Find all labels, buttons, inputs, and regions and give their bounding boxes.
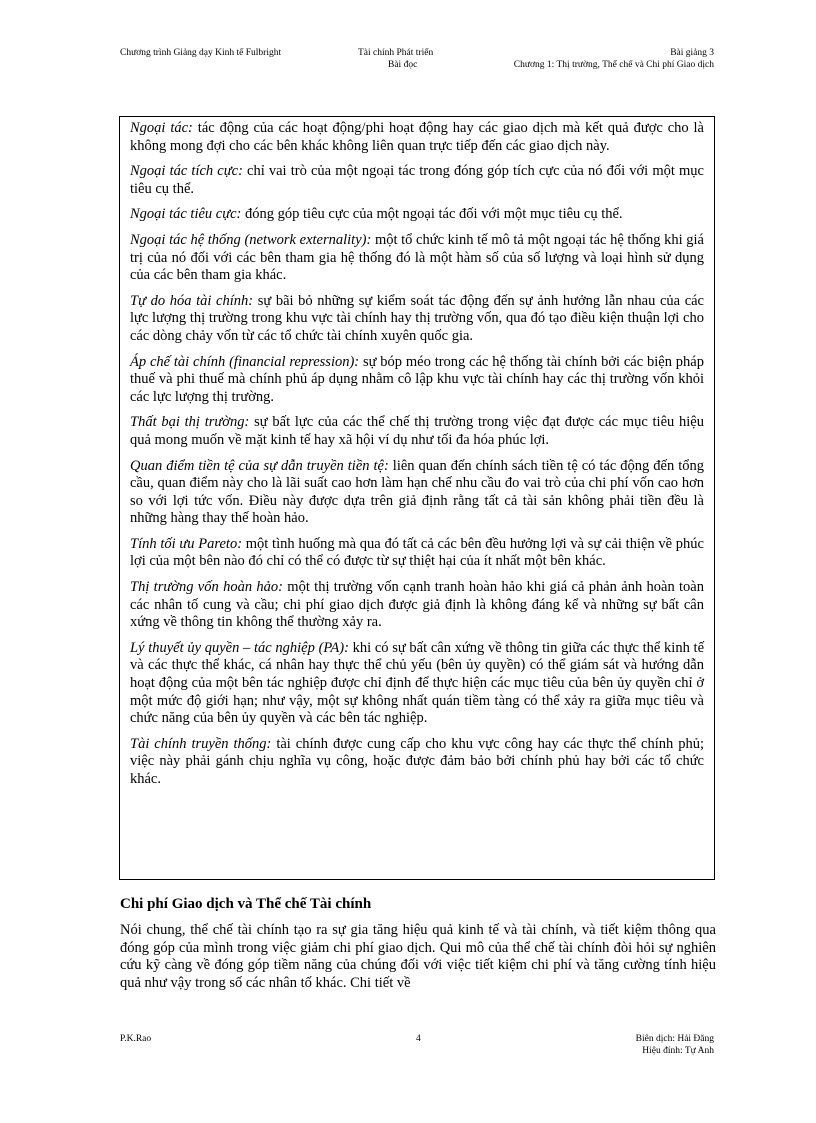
glossary-definition: liên quan đến chính sách tiền tệ có tác động đến tổng cầu, quan điểm này cho là lãi suất cao hơn làm hạn chế nhu cầu đo vai trò của chi phí vốn cao hơn so với lợi tức vốn. Điều này được dựa trên giả định rằng tất cả tài sản không phải tiền đều là những hàng thay thế hoàn hảo. (130, 457, 704, 527)
page-header (120, 47, 714, 73)
section-paragraph: Nói chung, thể chế tài chính tạo ra sự gia tăng hiệu quả kinh tế và tài chính, và tiết kiệm thông qua đóng góp của mình trong việc giảm chi phí giao dịch. Qui mô của thể chế tài chính đòi hỏi sự nghiên cứu kỹ càng về đóng góp tiềm năng của chúng đối với việc tiết kiệm chi phí và tăng cường tính hiệu quả như vậy trong số các nhân tố khác. Chi tiết về (120, 922, 716, 991)
header-program: Chương trình Giảng dạy Kinh tế Fulbright (120, 48, 282, 58)
glossary-definition: sự bất lực của các thể chế thị trường trong việc đạt được các mục tiêu hiệu quả mong muốn về mặt kinh tế hay xã hội ví dụ như tối đa hóa phúc lợi. (130, 414, 704, 448)
glossary-definition: đóng góp tiêu cực của một ngoại tác đối với một mục tiêu cụ thể. (241, 206, 623, 223)
glossary-term: Ngoại tác tiêu cực: (130, 206, 242, 223)
glossary-entry (130, 579, 704, 632)
glossary-definition: tài chính được cung cấp cho khu vực công hay các thực thể chính phủ; việc này phải gánh chịu nghĩa vụ công, hoặc được đảm bảo bởi chính phủ hay bởi các tổ chức khác. (130, 735, 704, 787)
glossary-definition: khi có sự bất cân xứng về thông tin giữa các thực thể kinh tế và các thực thể khác, cá nhân hay thực thể chủ yếu (bên ủy quyền) có thể giám sát và hướng dẫn hoạt động của một bên tác nghiệp được chỉ định để thực hiện các mục tiêu của bên ủy quyền chỉ ở một mức độ giới hạn; như vậy, một sự không nhất quán tiềm tàng có thể xảy ra giữa mục tiêu và chức năng của bên ủy quyền và các bên tác nghiệp. (130, 639, 705, 727)
glossary-definition: một thị trường vốn cạnh tranh hoàn hảo khi giá cả phản ảnh hoàn toàn các nhân tố cung và cầu; chi phí giao dịch được giả định là không đáng kể và những sự bất cân xứng về thông tin không thể thường xảy ra. (130, 579, 704, 631)
header-lecture: Bài giảng 3 (670, 48, 714, 58)
glossary-definition: một tình huống mà qua đó tất cả các bên đều hưởng lợi và sự cải thiện về phúc lợi của một bên nào đó chỉ có thể có được từ sự thiệt hại của ít nhất một bên khác. (130, 535, 704, 570)
glossary-entry (130, 120, 704, 155)
glossary-definition: chỉ vai trò của một ngoại tác trong đóng góp tích cực của nó đối với một mục tiêu cụ thể. (130, 163, 704, 197)
glossary-entry (130, 354, 704, 407)
glossary-term: Ngoại tác hệ thống (network externality): (130, 231, 372, 248)
glossary-term: Thất bại thị trường: (130, 414, 250, 431)
glossary-entry (130, 232, 704, 285)
header-course: Tài chính Phát triển (358, 48, 434, 58)
glossary-term: Ngoại tác: (130, 120, 193, 136)
glossary-definition: sự bóp méo trong các hệ thống tài chính bởi các biện pháp thuế và phi thuế mà chính phủ áp dụng nhằm cô lập khu vực tài chính hay các thị trường vốn khỏi các lực lượng thị trường. (130, 353, 704, 405)
footer-translator: Biên dịch: Hải Đăng (635, 1034, 714, 1044)
glossary-term: Tài chính truyền thống: (130, 735, 272, 752)
page-footer (120, 1033, 714, 1059)
glossary-entry (130, 293, 704, 346)
glossary-entry (130, 206, 704, 224)
glossary-entry (130, 640, 704, 728)
glossary-term: Lý thuyết ủy quyền – tác nghiệp (PA): (130, 639, 349, 656)
footer-author: P.K.Rao (120, 1034, 152, 1044)
glossary-term: Thị trường vốn hoàn hảo: (130, 579, 283, 596)
glossary-entry (130, 458, 704, 528)
header-doc-type: Bài đọc (388, 60, 418, 70)
page-number: 4 (416, 1034, 421, 1044)
glossary-term: Tự do hóa tài chính: (130, 292, 254, 309)
glossary-term: Quan điểm tiền tệ của sự dẫn truyền tiền tệ: (130, 457, 389, 474)
glossary-entry (130, 163, 704, 198)
glossary-definition: tác động của các hoạt động/phi hoạt động hay các giao dịch mà kết quả được cho là không mong đợi cho các bên khác không liên quan trực tiếp đến các giao dịch này. (130, 120, 704, 154)
glossary-term: Áp chế tài chính (financial repression): (130, 353, 360, 370)
header-chapter: Chương 1: Thị trường, Thể chế và Chi phí Giao dịch (513, 60, 714, 70)
glossary-entry (130, 414, 704, 449)
glossary-term: Tính tối ưu Pareto: (130, 535, 243, 552)
glossary-entry (130, 536, 704, 571)
glossary-definition: sự bãi bỏ những sự kiểm soát tác động đến sự ảnh hưởng lẫn nhau của các lực lượng thị trường trong khu vực tài chính hay thị trường vốn, qua đó tạo điều kiện thuận lợi cho các dòng chảy vốn từ các tổ chức tài chính xuyên quốc gia. (130, 292, 704, 344)
footer-editor: Hiệu đính: Tự Anh (642, 1046, 714, 1056)
glossary-term: Ngoại tác tích cực: (130, 163, 243, 180)
section-heading: Chi phí Giao dịch và Thể chế Tài chính (120, 896, 372, 912)
glossary-entry (130, 736, 704, 789)
glossary-definition: một tổ chức kinh tế mô tả một ngoại tác hệ thống khi giá trị của nó đối với các bên tham gia hệ thống đó là một hàm số của số lượng và loại hình sử dụng của các bên tham gia khác. (130, 231, 704, 284)
glossary-box (119, 116, 715, 880)
